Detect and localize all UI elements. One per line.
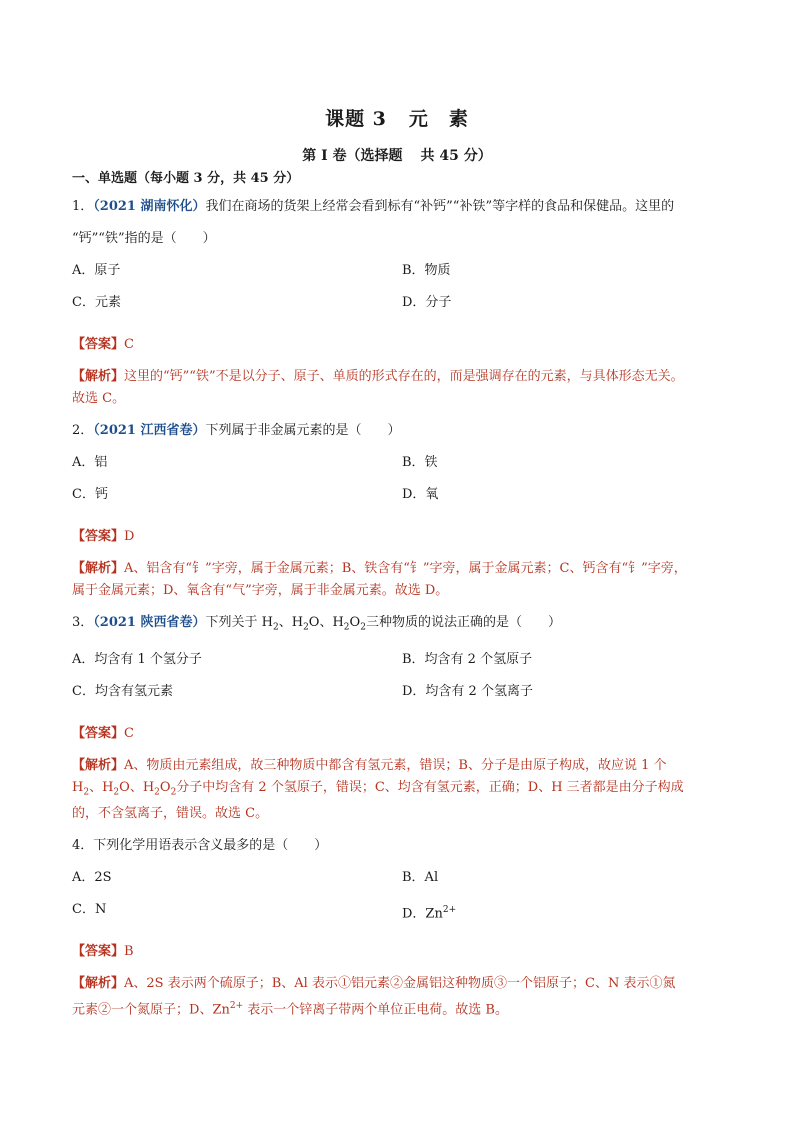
question-text: 下列化学用语表示含义最多的是（ ） <box>93 838 328 854</box>
subtitle-part: 第 I 卷（选择题 <box>302 148 403 164</box>
question-stem <box>72 612 732 639</box>
explanation-text-cont: 故选 C。 <box>72 391 126 406</box>
option-d-text: D．Zn <box>402 906 443 922</box>
answer-value: C <box>124 337 134 352</box>
options <box>72 649 732 713</box>
answer <box>72 723 732 745</box>
explanation-text: 金属铝这种物质 <box>403 976 495 992</box>
option-a: A．原子 <box>72 263 121 278</box>
question-source: （2021 江西省卷） <box>93 423 206 438</box>
explanation-tag: 【解析】 <box>72 976 125 992</box>
answer-tag: 【答案】 <box>72 529 125 544</box>
explanation <box>72 366 732 410</box>
question-1 <box>72 196 732 410</box>
answer-tag: 【答案】 <box>72 337 125 352</box>
question-text: O、H <box>308 615 344 630</box>
subscript: 2 <box>343 622 350 633</box>
circled-number: ① <box>649 976 663 992</box>
answer <box>72 526 732 548</box>
question-text: 、H <box>278 615 304 630</box>
question-text: O <box>349 615 361 630</box>
question-2 <box>72 420 732 602</box>
option-d: D．氧 <box>402 487 439 502</box>
question-text: 下列属于非金属元素的是（ ） <box>205 423 401 438</box>
question-source: （2021 陕西省卷） <box>93 615 206 630</box>
circled-number: ③ <box>494 976 508 992</box>
question-text: 我们在商场的货架上经常会看到标有“补钙”“补铁”等字样的食品和保健品。这里的 <box>205 199 675 214</box>
page-title <box>0 104 794 131</box>
options <box>72 867 732 931</box>
subscript: 2 <box>83 787 90 798</box>
circled-number: ② <box>389 976 403 992</box>
page-subtitle <box>0 145 794 165</box>
answer <box>72 941 732 963</box>
option-d: D．均含有 2 个氢离子 <box>402 683 533 699</box>
question-number: 3． <box>72 615 94 630</box>
explanation-text: 铝元素 <box>350 976 390 992</box>
answer-value: C <box>124 725 134 741</box>
question-content <box>72 168 732 1032</box>
question-stem <box>72 196 732 218</box>
option-d <box>402 899 732 921</box>
option-c: C．钙 <box>72 487 108 502</box>
answer <box>72 334 732 356</box>
explanation-text: 、H <box>89 779 114 795</box>
explanation-text-cont: 属于金属元素；D、氧含有“气”字旁，属于非金属元素。故选 D。 <box>72 583 449 598</box>
question-number: 2． <box>72 423 94 438</box>
explanation-text: A、物质由元素组成，故三种物质中都含有氢元素，错误；B、分子是由原子构成，故应说 1 个 <box>124 757 667 773</box>
explanation-text: 表示一个锌离子带两个单位正电荷。故选 B。 <box>243 1002 508 1018</box>
explanation-text: H <box>72 779 84 795</box>
subscript: 2 <box>154 787 160 798</box>
subscript: 2 <box>170 787 177 798</box>
subscript: 2 <box>272 622 279 633</box>
subtitle-score: 共 45 分） <box>420 148 492 164</box>
subscript: 2 <box>113 787 120 798</box>
question-text: 下列关于 H <box>205 615 273 630</box>
option-a: A．均含有 1 个氢分子 <box>72 651 202 667</box>
circled-number: ① <box>337 976 351 992</box>
question-stem <box>72 835 732 857</box>
subscript: 2 <box>360 622 366 633</box>
explanation-text: 一个氮原子；D、Zn <box>111 1002 230 1018</box>
explanation-text: A、铝含有“钅”字旁，属于金属元素；B、铁含有“钅”字旁，属于金属元素；C、钙含有“钅”字旁， <box>124 561 687 576</box>
option-b: B．铁 <box>402 455 438 470</box>
circled-number: ② <box>98 1002 112 1018</box>
explanation-text: A、2S 表示两个硫原子；B、Al 表示 <box>124 976 338 992</box>
question-3 <box>72 612 732 825</box>
option-c: C．元素 <box>72 295 121 310</box>
option-b: B．物质 <box>402 263 451 278</box>
question-text: 三种物质的说法正确的是（ ） <box>365 615 561 630</box>
option-a: A．铝 <box>72 455 108 470</box>
question-stem <box>72 420 732 442</box>
explanation-text: 这里的“钙”“铁”不是以分子、原子、单质的形式存在的，而是强调存在的元素，与具体形态无关。 <box>124 369 684 384</box>
question-4 <box>72 835 732 1021</box>
section-heading: 一、单选题（每小题 3 分，共 45 分） <box>72 171 300 186</box>
explanation <box>72 755 732 826</box>
question-stem-cont: “钙”“铁”指的是（ ） <box>72 231 216 246</box>
options <box>72 452 732 516</box>
title-main: 课题 3 <box>325 108 387 130</box>
option-a: A．2S <box>72 870 112 886</box>
option-c: C．N <box>72 902 107 918</box>
superscript: 2+ <box>229 1001 244 1012</box>
explanation-tag: 【解析】 <box>72 757 125 773</box>
option-b: B．Al <box>402 870 439 886</box>
explanation-tag: 【解析】 <box>72 369 125 384</box>
answer-tag: 【答案】 <box>72 725 125 741</box>
answer-value: D <box>124 529 135 544</box>
options <box>72 260 732 324</box>
explanation-text: 氮 <box>662 976 676 992</box>
option-c: C．均含有氢元素 <box>72 683 173 699</box>
explanation-text-cont: 的，不含氢离子，错误。故选 C。 <box>72 806 269 822</box>
explanation <box>72 973 732 1021</box>
title-sub: 元 素 <box>408 108 469 130</box>
answer-value: B <box>124 944 134 960</box>
subscript: 2 <box>303 622 309 633</box>
explanation-text: O <box>159 779 171 795</box>
question-number: 1． <box>72 199 94 214</box>
answer-tag: 【答案】 <box>72 944 125 960</box>
explanation-tag: 【解析】 <box>72 561 125 576</box>
question-number: 4． <box>72 838 94 854</box>
option-b: B．均含有 2 个氢原子 <box>402 651 533 667</box>
option-d: D．分子 <box>402 295 452 310</box>
explanation-text: 分子中均含有 2 个氢原子，错误；C、均含有氢元素，正确；D、H 三者都是由分子构成 <box>176 779 684 795</box>
explanation-text: O、H <box>119 779 155 795</box>
superscript: 2+ <box>442 905 457 916</box>
explanation-text: 元素 <box>72 1002 99 1018</box>
question-source: （2021 湖南怀化） <box>93 199 206 214</box>
explanation <box>72 558 732 602</box>
explanation-text: 一个铝原子；C、N 表示 <box>507 976 650 992</box>
